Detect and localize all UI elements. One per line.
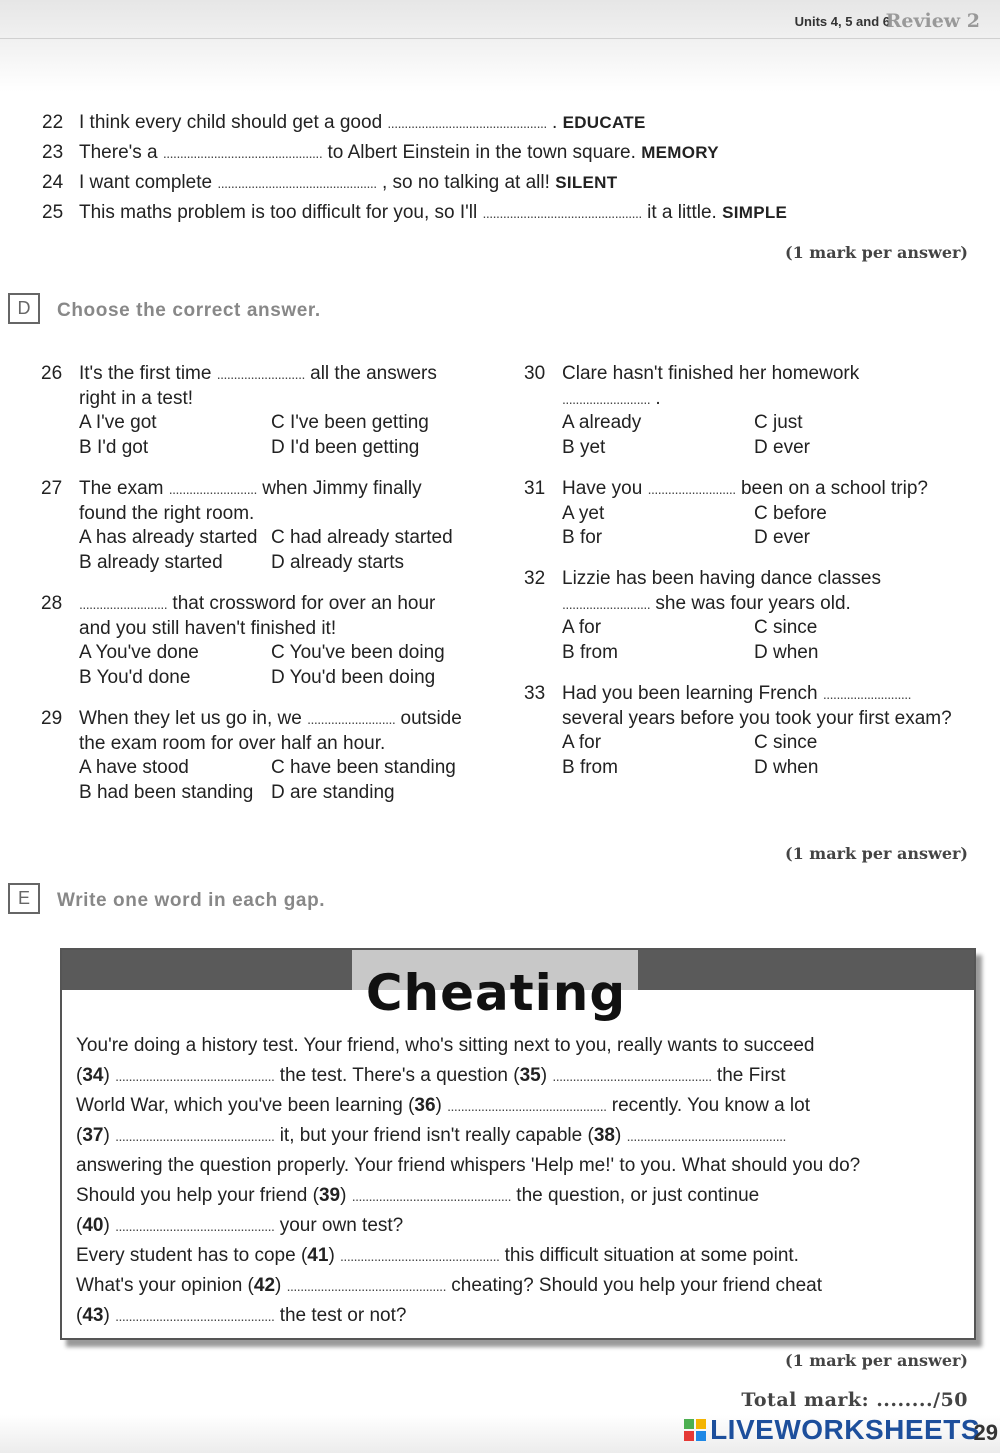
- keyword-22: EDUCATE: [562, 113, 646, 132]
- option-30-a[interactable]: A already: [562, 412, 642, 434]
- option-29-a[interactable]: A have stood: [79, 757, 189, 779]
- option-27-c[interactable]: C had already started: [271, 527, 453, 549]
- mark-section-e: (1 mark per answer): [785, 1351, 968, 1370]
- option-26-d[interactable]: D I'd been getting: [271, 436, 420, 458]
- question-31: 31 Have you .......................... been on a school trip? A yet C before B for D ever: [562, 477, 964, 551]
- question-26: 26 It's the first time .......................... all the answers right in a test! A I've got C I've been getting B I'd got D I'd been getting: [79, 362, 481, 460]
- gap-38[interactable]: ...............................................: [626, 1128, 786, 1144]
- option-30-c[interactable]: C just: [754, 412, 803, 434]
- option-27-a[interactable]: A has already started: [79, 527, 258, 549]
- question-27: 27 The exam .......................... when Jimmy finally found the right room. A has already started C had already started B already started D already starts: [79, 477, 481, 575]
- keyword-24: SILENT: [555, 173, 618, 192]
- gap-40[interactable]: ...............................................: [115, 1218, 275, 1234]
- section-d-instruction: Choose the correct answer.: [57, 300, 321, 321]
- gap-30[interactable]: ..........................: [562, 390, 651, 407]
- gap-39[interactable]: ...............................................: [351, 1188, 512, 1204]
- option-28-d[interactable]: D You'd been doing: [271, 666, 436, 688]
- gap-41[interactable]: ...............................................: [340, 1248, 500, 1264]
- story-line-6: Should you help your friend (39) ............................................... the question, or just continue: [76, 1185, 760, 1206]
- option-33-c[interactable]: C since: [754, 732, 818, 754]
- option-27-d[interactable]: D already starts: [271, 551, 405, 573]
- option-26-a[interactable]: A I've got: [79, 412, 157, 434]
- story-title: Cheating: [365, 964, 627, 1022]
- question-33: 33 Had you been learning French .......................... several years before you took your first exam? A for C since B from D when: [562, 682, 964, 780]
- option-28-a[interactable]: A You've done: [79, 642, 199, 664]
- gap-42[interactable]: ...............................................: [286, 1278, 446, 1294]
- gap-32[interactable]: ..........................: [562, 595, 651, 612]
- gap-35[interactable]: ...............................................: [552, 1068, 712, 1084]
- story-line-5: answering the question properly. Your friend whispers 'Help me!' to you. What should you do?: [76, 1155, 861, 1176]
- gap-34[interactable]: ...............................................: [115, 1068, 275, 1084]
- option-30-b[interactable]: B yet: [562, 436, 606, 458]
- item-22: 22 I think every child should get a good ............................................... . EDUCATE: [42, 112, 646, 133]
- question-32: 32 Lizzie has been having dance classes .......................... she was four years old. A for C since B from D when: [562, 567, 964, 665]
- story-line-3: World War, which you've been learning (36) ............................................... recently. You know a lot: [76, 1095, 810, 1116]
- gap-36[interactable]: ...............................................: [447, 1098, 607, 1114]
- option-31-b[interactable]: B for: [562, 527, 603, 549]
- gap-28[interactable]: ..........................: [79, 596, 168, 612]
- gap-43[interactable]: ...............................................: [115, 1308, 275, 1324]
- gap-22[interactable]: ...............................................: [387, 115, 547, 131]
- gap-24[interactable]: ...............................................: [217, 175, 377, 191]
- section-d-letter: D: [8, 293, 40, 324]
- option-30-d[interactable]: D ever: [754, 436, 810, 458]
- option-33-a[interactable]: A for: [562, 732, 602, 754]
- story-line-4: (37) ............................................... it, but your friend isn't really capable (38) ...............................................: [76, 1125, 786, 1146]
- option-31-d[interactable]: D ever: [754, 527, 810, 549]
- option-32-d[interactable]: D when: [754, 641, 819, 663]
- gap-33[interactable]: ..........................: [822, 686, 912, 702]
- gap-26[interactable]: ..........................: [216, 366, 305, 382]
- option-29-d[interactable]: D are standing: [271, 781, 395, 803]
- mark-section-d: (1 mark per answer): [785, 844, 968, 863]
- gap-37[interactable]: ...............................................: [115, 1128, 275, 1144]
- option-33-d[interactable]: D when: [754, 756, 819, 778]
- option-29-b[interactable]: B had been standing: [79, 781, 254, 803]
- total-mark: Total mark: ......../50: [741, 1389, 968, 1411]
- option-32-b[interactable]: B from: [562, 641, 618, 663]
- keyword-25: SIMPLE: [722, 203, 788, 222]
- story-line-2: (34) ............................................... the test. There's a question (35) ............................................... the First: [76, 1065, 786, 1086]
- option-27-b[interactable]: B already started: [79, 551, 223, 573]
- section-e-letter: E: [8, 883, 40, 914]
- gap-27[interactable]: ..........................: [168, 481, 257, 497]
- story-line-9: What's your opinion (42) ............................................... cheating? Should you help your friend cheat: [76, 1275, 823, 1296]
- option-26-c[interactable]: C I've been getting: [271, 412, 429, 434]
- option-31-a[interactable]: A yet: [562, 502, 605, 524]
- keyword-23: MEMORY: [641, 143, 719, 162]
- option-32-a[interactable]: A for: [562, 617, 602, 639]
- gap-29[interactable]: ..........................: [307, 711, 396, 727]
- story-box: [60, 948, 976, 1340]
- header-review: Review 2: [885, 10, 980, 32]
- gap-23[interactable]: ...............................................: [162, 145, 323, 161]
- section-e-instruction: Write one word in each gap.: [57, 890, 326, 911]
- item-24: 24 I want complete ............................................... , so no talking at all! SILENT: [42, 172, 618, 193]
- story-line-7: (40) ............................................... your own test?: [76, 1215, 404, 1236]
- story-line-1: You're doing a history test. Your friend, who's sitting next to you, really wants to succeed: [76, 1035, 815, 1056]
- option-32-c[interactable]: C since: [754, 617, 818, 639]
- question-28: 28 .......................... that crossword for over an hour and you still haven't finished it! A You've done C You've been doing B You'd done D You'd been doing: [79, 592, 481, 690]
- story-line-8: Every student has to cope (41) ............................................... this difficult situation at some point.: [76, 1245, 799, 1266]
- option-26-b[interactable]: B I'd got: [79, 436, 149, 458]
- question-29: 29 When they let us go in, we .......................... outside the exam room for over half an hour. A have stood C have been standing B had been standing D are standing: [79, 707, 481, 805]
- header-units: Units 4, 5 and 6: [794, 14, 890, 29]
- story-line-10: (43) ............................................... the test or not?: [76, 1305, 407, 1326]
- header-rule: [0, 38, 1000, 39]
- option-33-b[interactable]: B from: [562, 756, 618, 778]
- item-25: 25 This maths problem is too difficult for you, so I'll ............................................... it a little. SIMPLE: [42, 202, 788, 223]
- gap-31[interactable]: ..........................: [647, 481, 736, 497]
- option-29-c[interactable]: C have been standing: [271, 757, 456, 779]
- liveworksheets-logo-icon: [684, 1419, 706, 1441]
- question-30: 30 Clare hasn't finished her homework .......................... . A already C just B yet D ever: [562, 362, 964, 460]
- mark-section-c: (1 mark per answer): [785, 243, 968, 262]
- gap-25[interactable]: ...............................................: [482, 205, 642, 221]
- page-number: 29: [973, 1420, 998, 1445]
- item-23: 23 There's a ............................................... to Albert Einstein in the town square. MEMORY: [42, 142, 719, 163]
- liveworksheets-brand[interactable]: LIVEWORKSHEETS: [684, 1414, 980, 1446]
- option-31-c[interactable]: C before: [754, 502, 827, 524]
- option-28-c[interactable]: C You've been doing: [271, 642, 445, 664]
- option-28-b[interactable]: B You'd done: [79, 666, 191, 688]
